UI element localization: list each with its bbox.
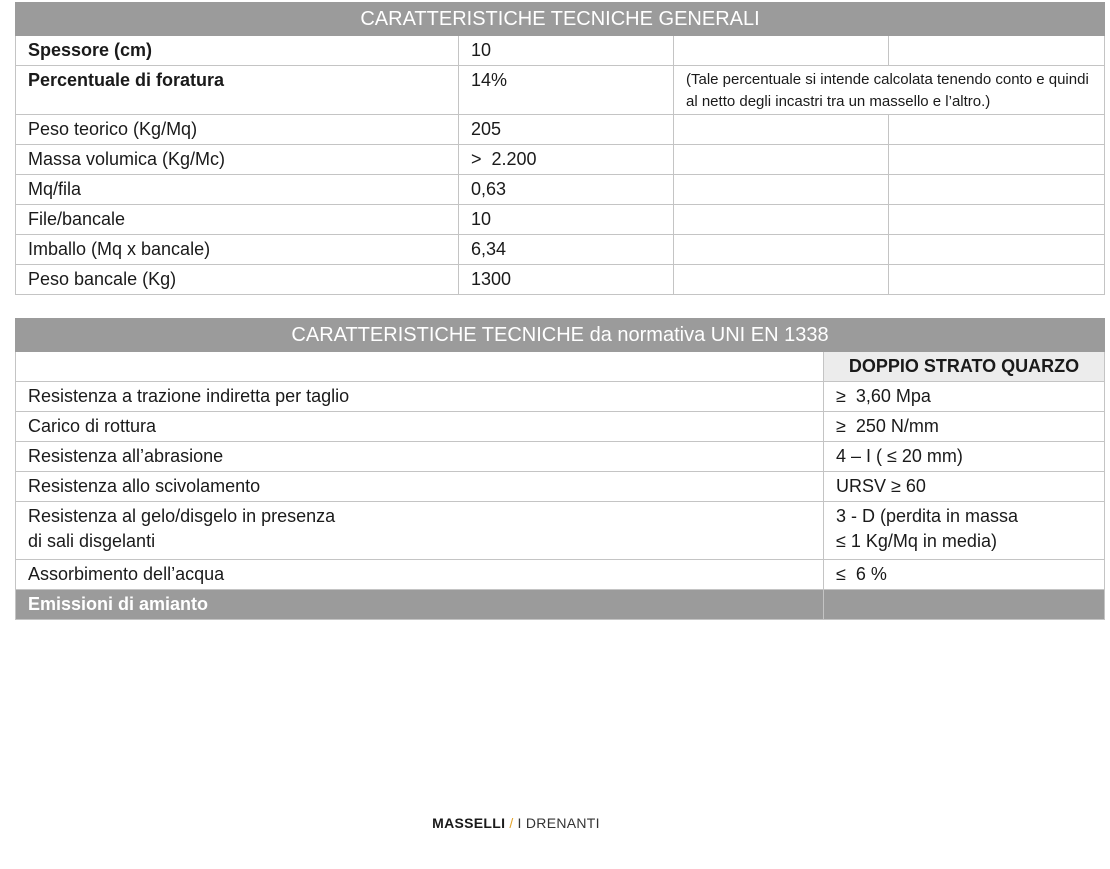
table-row xyxy=(16,265,1105,295)
row-label: File/bancale xyxy=(16,205,459,235)
brand-name: MASSELLI xyxy=(432,815,506,831)
table-row xyxy=(16,175,1105,205)
row-value xyxy=(824,590,1105,620)
section-name: I DRENANTI xyxy=(517,815,600,831)
row-value: 10 xyxy=(459,205,674,235)
row-value: > 2.200 xyxy=(459,145,674,175)
row-value: 14% xyxy=(459,66,674,115)
table-row xyxy=(16,590,1105,620)
row-value: 205 xyxy=(459,115,674,145)
row-label: Mq/fila xyxy=(16,175,459,205)
row-label: Peso bancale (Kg) xyxy=(16,265,459,295)
row-label: Resistenza allo scivolamento xyxy=(16,472,824,502)
row-label: Emissioni di amianto xyxy=(16,590,824,620)
row-note: (Tale percentuale si intende calcolata tenendo conto e quindi al netto degli incastri tra un massello e l’altro.) xyxy=(674,66,1105,115)
row-label: Resistenza a trazione indiretta per taglio xyxy=(16,382,824,412)
general-table-title: CARATTERISTICHE TECNICHE GENERALI xyxy=(16,3,1105,36)
table-row xyxy=(16,115,1105,145)
row-value: 6,34 xyxy=(459,235,674,265)
row-value: URSV ≥ 60 xyxy=(824,472,1105,502)
table-row xyxy=(16,382,1105,412)
row-value: ≥ 3,60 Mpa xyxy=(824,382,1105,412)
table-row xyxy=(16,412,1105,442)
row-label: Carico di rottura xyxy=(16,412,824,442)
brand-separator: / xyxy=(509,815,514,831)
row-label: Resistenza al gelo/disgelo in presenza di sali disgelanti xyxy=(16,502,824,560)
table-row xyxy=(16,472,1105,502)
row-label: Percentuale di foratura xyxy=(16,66,459,115)
row-value: ≤ 6 % xyxy=(824,560,1105,590)
row-label: Imballo (Mq x bancale) xyxy=(16,235,459,265)
table-row xyxy=(16,36,1105,66)
row-value: ≥ 250 N/mm xyxy=(824,412,1105,442)
table-row xyxy=(16,145,1105,175)
row-value: 1300 xyxy=(459,265,674,295)
row-value: 4 – I ( ≤ 20 mm) xyxy=(824,442,1105,472)
footer-brand xyxy=(0,815,1032,831)
row-value: 10 xyxy=(459,36,674,66)
row-value: 3 - D (perdita in massa ≤ 1 Kg/Mq in media) xyxy=(824,502,1105,560)
table-row xyxy=(16,502,1105,560)
row-label: Spessore (cm) xyxy=(16,36,459,66)
general-characteristics-table xyxy=(15,2,1105,295)
row-label: Peso teorico (Kg/Mq) xyxy=(16,115,459,145)
normative-characteristics-table xyxy=(15,318,1105,620)
table-row xyxy=(16,235,1105,265)
row-value: 0,63 xyxy=(459,175,674,205)
row-label: Assorbimento dell’acqua xyxy=(16,560,824,590)
table-row xyxy=(16,205,1105,235)
row-label: Resistenza all’abrasione xyxy=(16,442,824,472)
normative-table-title: CARATTERISTICHE TECNICHE da normativa UNI EN 1338 xyxy=(16,319,1105,352)
table-row xyxy=(16,442,1105,472)
table-row xyxy=(16,66,1105,115)
table-row xyxy=(16,560,1105,590)
row-label: Massa volumica (Kg/Mc) xyxy=(16,145,459,175)
column-header: DOPPIO STRATO QUARZO xyxy=(824,352,1105,382)
